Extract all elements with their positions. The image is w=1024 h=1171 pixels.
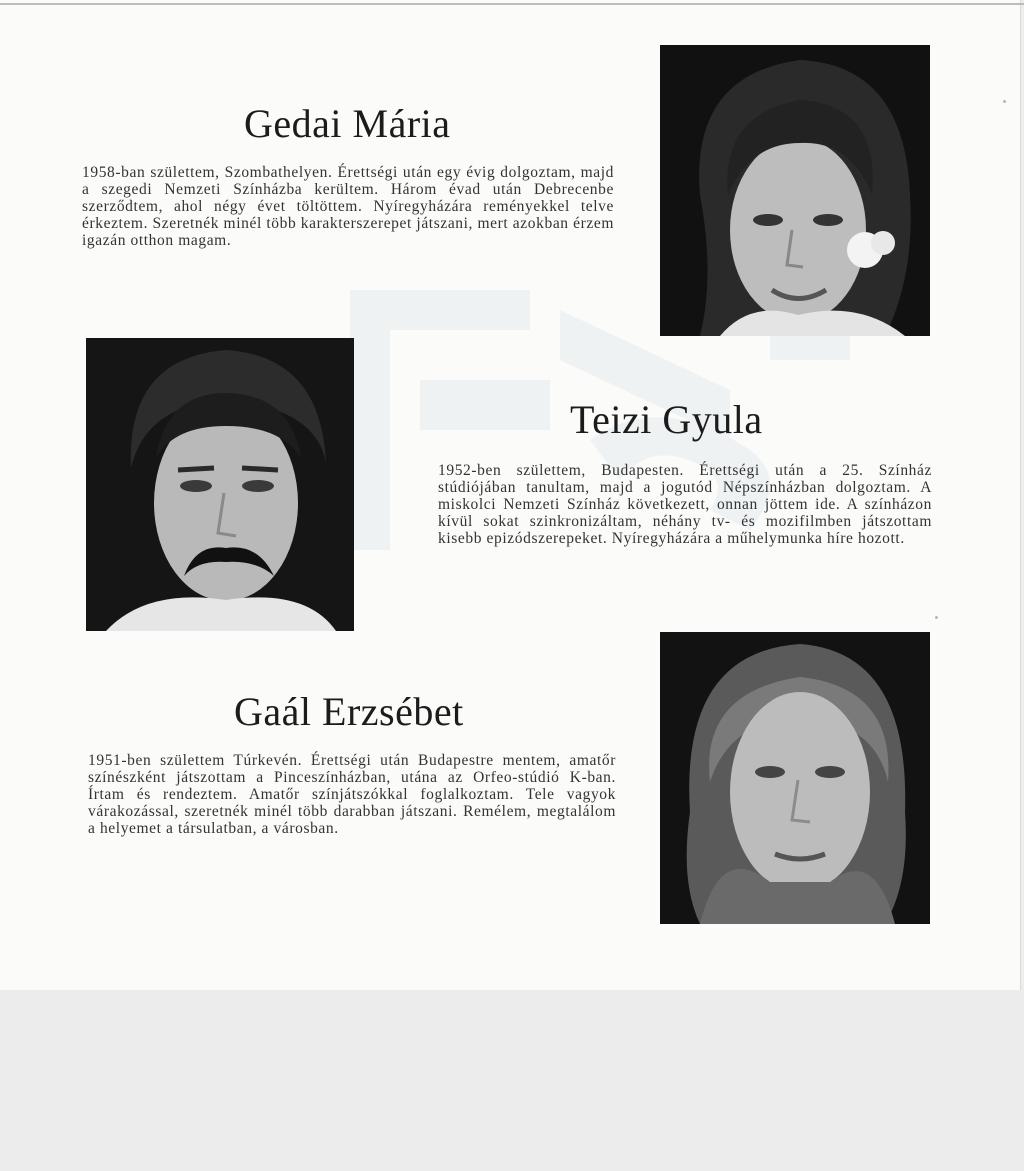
page-bottom-margin <box>0 990 1024 1171</box>
portrait-photo-gaal-erzsebet <box>660 632 930 924</box>
actor-bio-gaal-erzsebet: 1951-ben születtem Túrkevén. Érettségi után Budapestre mentem, amatőr színészként játszottam a Pinceszínházban, utána az Orfeo-stúdió K-ban. Írtam és rendeztem. Amatőr színjátszókkal foglalkoztam. Tele vagyok várakozással, szeretnék minél több darabban játszani. Remélem, megtalálom a helyemet a társulatban, a városban. <box>88 752 616 837</box>
actor-name-teizi-gyula: Teizi Gyula <box>570 397 763 442</box>
actor-bio-teizi-gyula: 1952-ben születtem, Budapesten. Érettségi után a 25. Színház stúdiójában tanultam, majd a jogutód Népszínházban dolgoztam. A miskolci Nemzeti Színház következett, onnan jöttem ide. A színházon kívül sokat szinkronizáltam, néhány tv- és mozifilmben játszottam kisebb epizódszerepeket. Nyíregyházára a műhelymunka híre hozott. <box>438 462 932 547</box>
top-edge-rule <box>0 3 1024 5</box>
actor-name-gaal-erzsebet: Gaál Erzsébet <box>234 689 464 734</box>
actor-bio-gedai-maria: 1958-ban születtem, Szombathelyen. Érettségi után egy évig dolgoztam, majd a szegedi Nemzeti Színházba kerültem. Három évad után Debrecenbe szerződtem, ahol négy évet töltöttem. Nyíregyházára reményekkel telve érkeztem. Szeretnék minél több karakterszerepet játszani, mert azokban érzem igazán otthon magam. <box>82 164 614 249</box>
scan-speck <box>935 616 938 619</box>
portrait-photo-gedai-maria <box>660 45 930 336</box>
portrait-photo-teizi-gyula <box>86 338 354 631</box>
actor-name-gedai-maria: Gedai Mária <box>244 101 451 146</box>
scan-speck <box>1003 100 1006 103</box>
